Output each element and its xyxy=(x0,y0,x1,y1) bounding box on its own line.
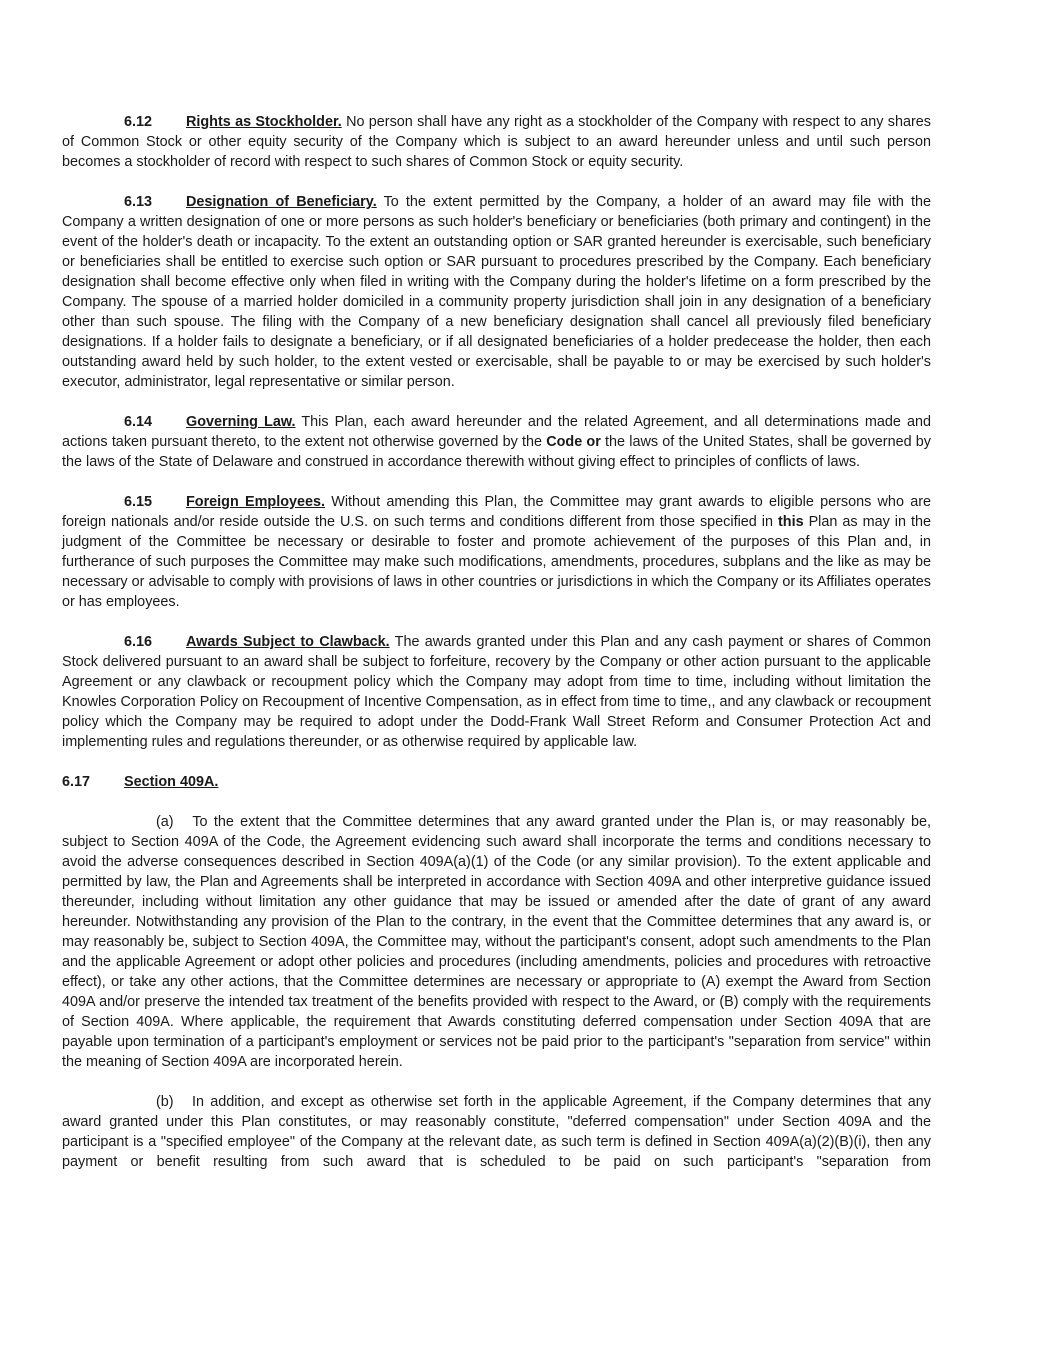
section-number: 6.17 xyxy=(62,774,91,790)
section-6-16 xyxy=(62,632,931,752)
section-6-12 xyxy=(62,112,931,172)
section-6-17-b xyxy=(62,1092,931,1172)
section-number: 6.16 xyxy=(124,634,153,650)
section-number: 6.13 xyxy=(124,194,153,210)
document-page xyxy=(62,112,931,1192)
section-text: Plan as may in the judgment of the Committee be necessary or desirable to foster and promote achievement of the purposes of this Plan and, in furtherance of such purposes the Committee may make such modifications, amendments, procedures, subplans and the like as may be necessary or advisable to comply with provisions of laws in other countries or jurisdictions in which the Company or its Affiliates operates or has employees. xyxy=(62,514,931,610)
paragraph-text: In addition, and except as otherwise set forth in the applicable Agreement, if the Company determines that any award granted under this Plan constitutes, or may reasonably constitute, "deferred compensation" under Section 409A and the participant is a "specified employee" of the Company at the relevant date, as such term is defined in Section 409A(a)(2)(B)(i), then any payment or benefit resulting from such award that is scheduled to be paid on such participant's "separation from xyxy=(62,1094,931,1170)
section-number: 6.15 xyxy=(124,494,153,510)
bold-text: Code or xyxy=(546,434,601,450)
section-6-17-a xyxy=(62,812,931,1072)
section-heading: Designation of Beneficiary. xyxy=(186,194,377,210)
section-text: No person shall have any right as a stockholder of the Company with respect to any shares of Common Stock or other equity security of the Company which is subject to an award hereunder unless and until such person becomes a stockholder of record with respect to such shares of Common Stock or equity security. xyxy=(62,114,931,170)
paragraph-label: (a) xyxy=(156,814,174,830)
section-number: 6.12 xyxy=(124,114,153,130)
section-6-13 xyxy=(62,192,931,392)
bold-text: this xyxy=(777,514,804,530)
section-text: the laws of the United States, shall be governed by the laws of the State of Delaware and construed in accordance therewith without giving effect to principles of conflicts of laws. xyxy=(62,434,931,470)
paragraph-label: (b) xyxy=(156,1094,174,1110)
section-heading: Rights as Stockholder. xyxy=(186,114,342,130)
paragraph-text: To the extent that the Committee determines that any award granted under the Plan is, or may reasonably be, subject to Section 409A of the Code, the Agreement evidencing such award shall incorporate the terms and conditions necessary to avoid the adverse consequences described in Section 409A(a)(1) of the Code (or any similar provision). To the extent applicable and permitted by law, the Plan and Agreements shall be interpreted in accordance with Section 409A and other interpretive guidance issued thereunder, including without limitation any other guidance that may be issued or amended after the date of grant of any award hereunder. Notwithstanding any provision of the Plan to the contrary, in the event that the Committee determines that any award is, or may reasonably be, subject to Section 409A, the Committee may, without the participant's consent, adopt such amendments to the Plan and the applicable Agreement or adopt other policies and procedures (including amendments, policies and procedures with retroactive effect), or take any other actions, that the Committee determines are necessary or appropriate to (A) exempt the Award from Section 409A and/or preserve the intended tax treatment of the benefits provided with respect to the Award, or (B) comply with the requirements of Section 409A. Where applicable, the requirement that Awards constituting deferred compensation under Section 409A that are payable upon termination of a participant's employment or services not be paid prior to the participant's "separation from service" within the meaning of Section 409A are incorporated herein. xyxy=(62,814,931,1070)
section-heading: Section 409A. xyxy=(124,774,219,790)
section-heading: Awards Subject to Clawback. xyxy=(186,634,390,650)
section-text: The awards granted under this Plan and any cash payment or shares of Common Stock delivered pursuant to an award shall be subject to forfeiture, recovery by the Company or other action pursuant to the applicable Agreement or any clawback or recoupment policy which the Company may adopt from time to time, including without limitation the Knowles Corporation Policy on Recoupment of Incentive Compensation, as in effect from time to time,, and any clawback or recoupment policy which the Company may be required to adopt under the Dodd-Frank Wall Street Reform and Consumer Protection Act and implementing rules and regulations thereunder, or as otherwise required by applicable law. xyxy=(62,634,931,750)
section-6-17-heading xyxy=(62,772,931,792)
section-heading: Foreign Employees. xyxy=(186,494,326,510)
section-text: This Plan, each award hereunder and the related Agreement, and all determinations made and actions taken pursuant thereto, to the extent not otherwise governed by the xyxy=(62,414,931,450)
section-text: Without amending this Plan, the Committee may grant awards to eligible persons who are foreign nationals and/or reside outside the U.S. on such terms and conditions different from those specified in xyxy=(62,494,932,530)
section-6-14 xyxy=(62,412,931,472)
section-6-15 xyxy=(62,492,931,612)
section-number: 6.14 xyxy=(124,414,153,430)
section-text: To the extent permitted by the Company, a holder of an award may file with the Company a written designation of one or more persons as such holder's beneficiary or beneficiaries (both primary and contingent) in the event of the holder's death or incapacity. To the extent an outstanding option or SAR granted hereunder is exercisable, such beneficiary or beneficiaries shall be entitled to exercise such option or SAR pursuant to procedures prescribed by the Company. Each beneficiary designation shall become effective only when filed in writing with the Company during the holder's lifetime on a form prescribed by the Company. The spouse of a married holder domiciled in a community property jurisdiction shall join in any designation of a beneficiary other than such spouse. The filing with the Company of a new beneficiary designation shall cancel all previously filed beneficiary designations. If a holder fails to designate a beneficiary, or if all designated beneficiaries of a holder predecease the holder, then each outstanding award held by such holder, to the extent vested or exercisable, shall be payable to or may be exercised by such holder's executor, administrator, legal representative or similar person. xyxy=(62,194,931,390)
section-heading: Governing Law. xyxy=(186,414,296,430)
